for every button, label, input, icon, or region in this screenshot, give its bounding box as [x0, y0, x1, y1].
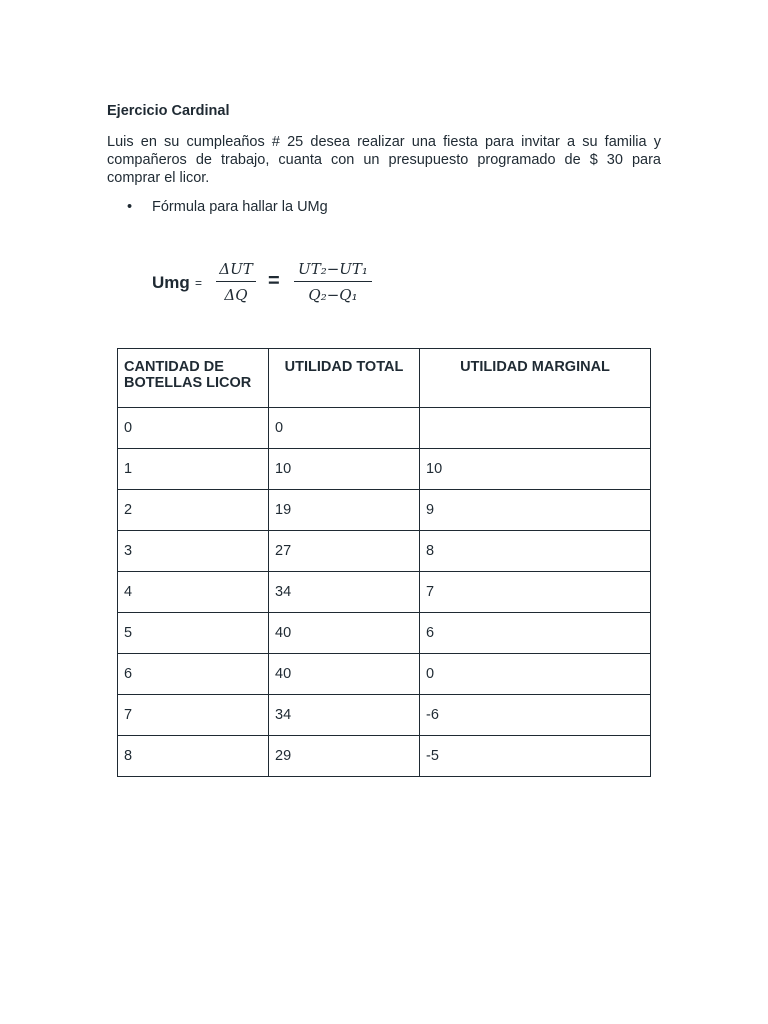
table-row	[118, 736, 651, 777]
cell-total-utility: 0	[269, 408, 420, 449]
cell-quantity: 4	[118, 572, 269, 613]
cell-quantity: 1	[118, 449, 269, 490]
bullet-text: Fórmula para hallar la UMg	[152, 199, 328, 215]
table-row	[118, 695, 651, 736]
cell-quantity: 2	[118, 490, 269, 531]
cell-quantity: 0	[118, 408, 269, 449]
exercise-title: Ejercicio Cardinal	[107, 103, 230, 119]
cell-quantity: 6	[118, 654, 269, 695]
formula-equals-big: =	[268, 270, 280, 292]
cell-total-utility: 40	[269, 613, 420, 654]
header-total-utility: UTILIDAD TOTAL	[269, 349, 420, 408]
problem-statement: Luis en su cumpleaños # 25 desea realizar una fiesta para invitar a su familia y compañeros de trabajo, cuanta con un presupuesto programado de $ 30 para comprar el licor.	[107, 134, 661, 186]
cell-marginal-utility: 9	[420, 490, 651, 531]
fraction-delta-numerator: ΔUT	[219, 260, 253, 278]
header-marginal-utility: UTILIDAD MARGINAL	[420, 349, 651, 408]
cell-marginal-utility: 0	[420, 654, 651, 695]
cell-quantity: 7	[118, 695, 269, 736]
cell-total-utility: 34	[269, 572, 420, 613]
cell-quantity: 3	[118, 531, 269, 572]
cell-marginal-utility: 8	[420, 531, 651, 572]
cell-total-utility: 19	[269, 490, 420, 531]
cell-total-utility: 27	[269, 531, 420, 572]
formula-equals-small: =	[195, 276, 203, 290]
fraction-delta-denominator: ΔQ	[224, 286, 248, 304]
cell-total-utility: 10	[269, 449, 420, 490]
table-row	[118, 654, 651, 695]
cell-marginal-utility: 7	[420, 572, 651, 613]
bullet-icon: •	[127, 199, 133, 215]
fraction-difference-denominator: Q₂−Q₁	[308, 286, 358, 304]
bullet-item	[127, 199, 328, 215]
cell-quantity: 8	[118, 736, 269, 777]
cell-total-utility: 29	[269, 736, 420, 777]
fraction-delta	[216, 260, 256, 304]
table-header-row	[118, 349, 651, 408]
cell-total-utility: 40	[269, 654, 420, 695]
cell-marginal-utility: 6	[420, 613, 651, 654]
cell-marginal-utility	[420, 408, 651, 449]
header-quantity: CANTIDAD DE BOTELLAS LICOR	[118, 349, 269, 408]
table-row	[118, 531, 651, 572]
table-row	[118, 490, 651, 531]
cell-marginal-utility: -6	[420, 695, 651, 736]
cell-marginal-utility: 10	[420, 449, 651, 490]
table-row	[118, 449, 651, 490]
utility-table	[117, 348, 651, 777]
umg-formula	[152, 255, 392, 315]
table-row	[118, 572, 651, 613]
cell-marginal-utility: -5	[420, 736, 651, 777]
table-row	[118, 408, 651, 449]
fraction-difference	[294, 260, 372, 304]
table-row	[118, 613, 651, 654]
cell-total-utility: 34	[269, 695, 420, 736]
fraction-difference-numerator: UT₂−UT₁	[298, 260, 368, 278]
cell-quantity: 5	[118, 613, 269, 654]
formula-label: Umg	[152, 273, 190, 292]
